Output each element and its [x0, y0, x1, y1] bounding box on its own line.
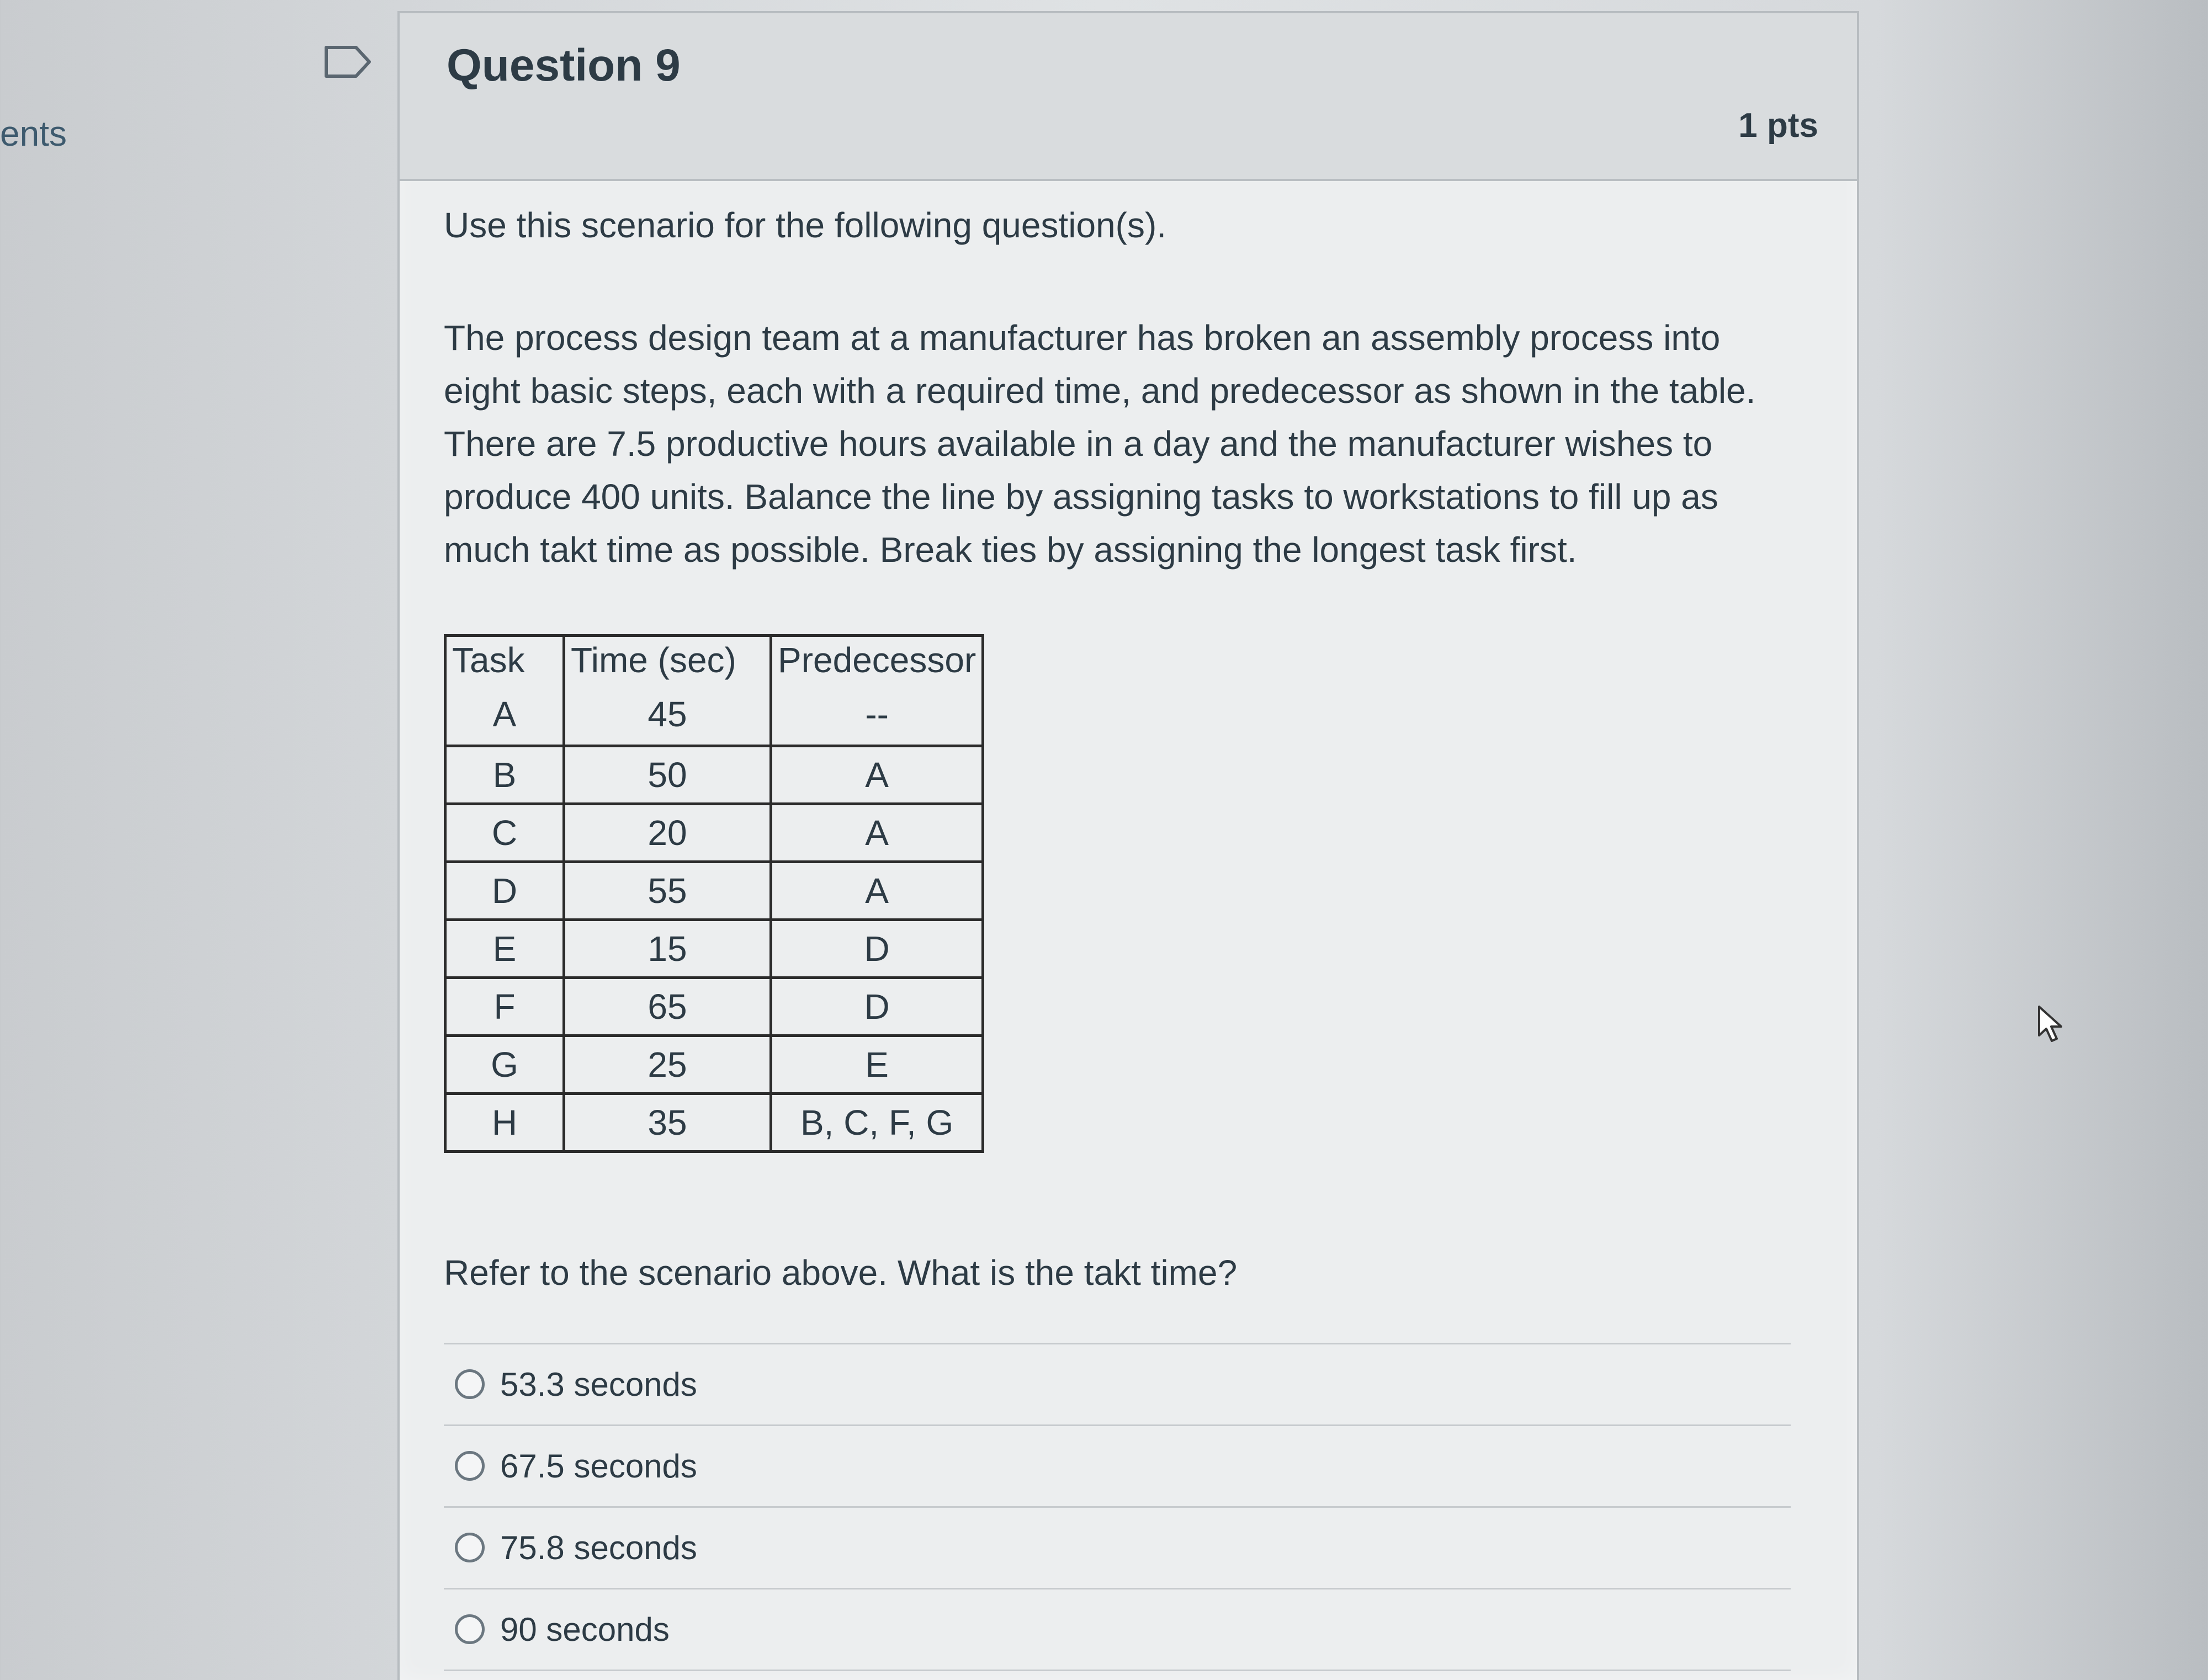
predecessor-cell: A: [771, 862, 983, 919]
task-cell: A: [445, 684, 564, 746]
table-row: [445, 1093, 983, 1151]
radio-button[interactable]: [455, 1533, 485, 1562]
time-cell: 25: [564, 1035, 771, 1093]
predecessor-cell: D: [771, 977, 983, 1035]
question-card: [397, 11, 1859, 1680]
radio-button[interactable]: [455, 1451, 485, 1481]
time-cell: 55: [564, 862, 771, 919]
left-nav-partial-label[interactable]: ents: [0, 114, 67, 153]
table-row: [445, 684, 983, 746]
scenario-text: The process design team at a manufacturer has broken an assembly process into eight basic steps, each with a required time, and predecessor as shown in the table. There are 7.5 productive hours available in a day and the manufacturer wishes to produce 400 units. Balance the line by assigning tasks to workstations to fill up as much takt time as possible. Break ties by assigning the longest task first.: [444, 317, 1756, 570]
predecessor-cell: B, C, F, G: [771, 1093, 983, 1151]
predecessor-cell: E: [771, 1035, 983, 1093]
task-cell: C: [445, 804, 564, 862]
table-row: [445, 977, 983, 1035]
task-cell: G: [445, 1035, 564, 1093]
table-row: [445, 1035, 983, 1093]
answer-label[interactable]: 67.5 seconds: [500, 1447, 697, 1485]
task-cell: D: [445, 862, 564, 919]
time-cell: 65: [564, 977, 771, 1035]
time-cell: 20: [564, 804, 771, 862]
question-prompt: Refer to the scenario above. What is the takt time?: [444, 1252, 1791, 1344]
question-points: 1 pts: [1738, 107, 1818, 145]
answer-label[interactable]: 53.3 seconds: [500, 1365, 697, 1403]
predecessor-cell: --: [771, 684, 983, 746]
time-cell: 50: [564, 746, 771, 804]
table-row: [445, 746, 983, 804]
time-cell: 35: [564, 1093, 771, 1151]
predecessor-cell: A: [771, 804, 983, 862]
answer-option-4[interactable]: [444, 1589, 1791, 1671]
mouse-pointer-icon: [2037, 1004, 2064, 1043]
radio-button[interactable]: [455, 1614, 485, 1644]
time-cell: 15: [564, 919, 771, 977]
task-table: [444, 634, 984, 1153]
question-title: Question 9: [447, 40, 681, 91]
question-header: [400, 13, 1857, 181]
answer-list: [444, 1344, 1791, 1671]
question-body: [444, 184, 1791, 1671]
radio-button[interactable]: [455, 1369, 485, 1399]
bookmark-flag-icon[interactable]: [323, 44, 373, 79]
table-header-time: Time (sec): [564, 635, 771, 684]
answer-label[interactable]: 75.8 seconds: [500, 1529, 697, 1566]
answer-option-2[interactable]: [444, 1426, 1791, 1508]
task-cell: B: [445, 746, 564, 804]
table-row: [445, 862, 983, 919]
scenario-intro: Use this scenario for the following question(s).: [444, 205, 1167, 245]
predecessor-cell: D: [771, 919, 983, 977]
table-header-predecessor: Predecessor: [771, 635, 983, 684]
task-cell: H: [445, 1093, 564, 1151]
answer-option-3[interactable]: [444, 1508, 1791, 1589]
task-cell: E: [445, 919, 564, 977]
answer-option-1[interactable]: [444, 1344, 1791, 1426]
answer-label[interactable]: 90 seconds: [500, 1610, 670, 1648]
table-row: [445, 804, 983, 862]
predecessor-cell: A: [771, 746, 983, 804]
table-header-task: Task: [445, 635, 564, 684]
table-row: [445, 919, 983, 977]
task-cell: F: [445, 977, 564, 1035]
time-cell: 45: [564, 684, 771, 746]
